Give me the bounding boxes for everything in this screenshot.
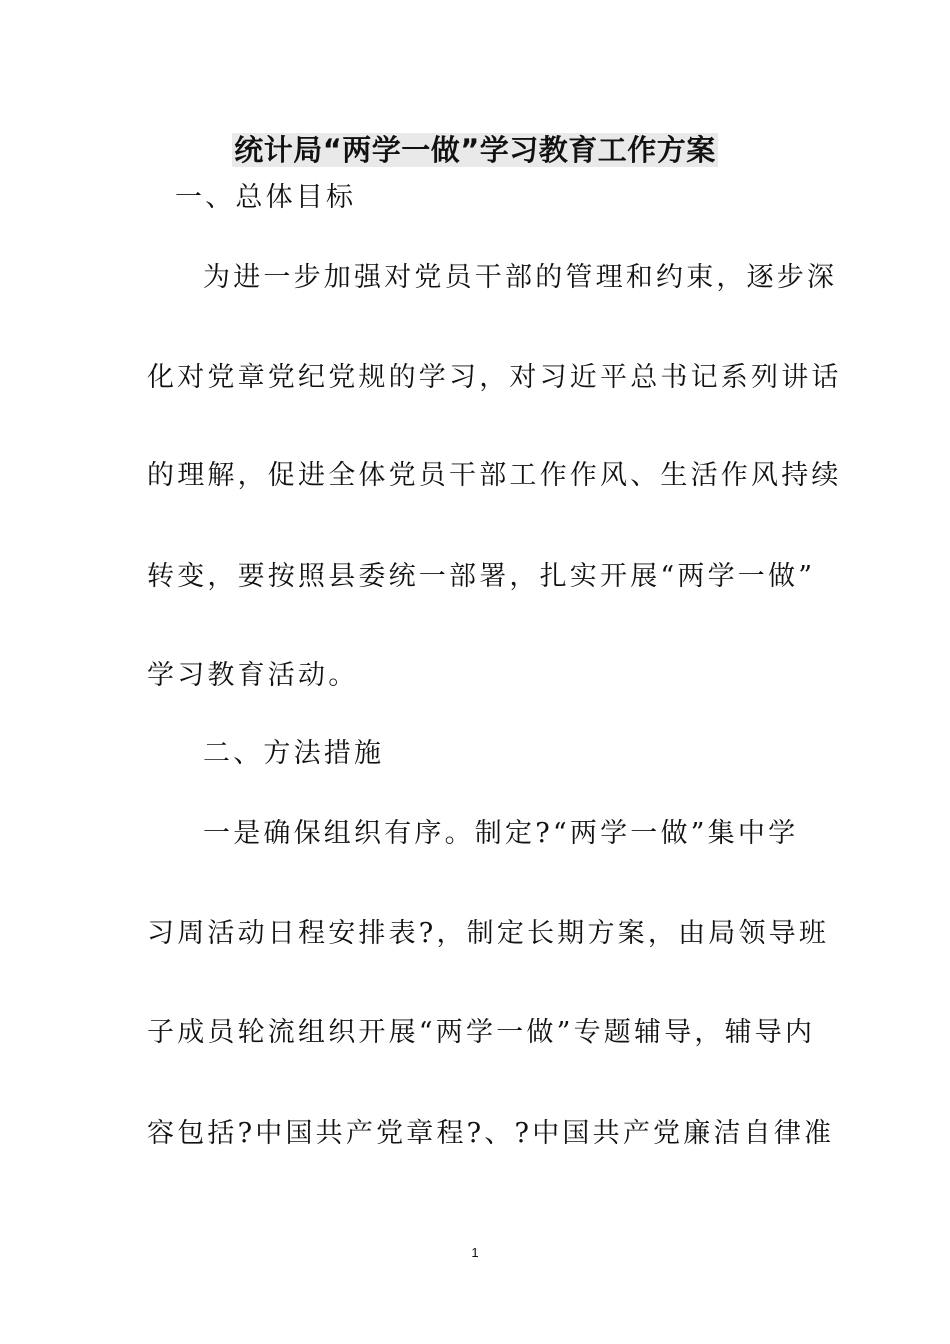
- paragraph-line: 转变，要按照县委统一部署，扎实开展“两学一做”: [147, 561, 816, 592]
- section-heading-overall-goal: 一、总体目标: [175, 182, 357, 213]
- paragraph-line: 为进一步加强对党员干部的管理和约束，逐步深: [203, 262, 838, 293]
- page-number: 1: [471, 1245, 479, 1260]
- section-heading-methods: 二、方法措施: [203, 738, 385, 769]
- document-title: [0, 128, 950, 172]
- paragraph-line: 子成员轮流组织开展“两学一做”专题辅导，辅导内: [147, 1017, 816, 1048]
- paragraph-line: 的理解，促进全体党员干部工作作风、生活作风持续: [147, 460, 842, 491]
- paragraph-line: 化对党章党纪党规的学习，对习近平总书记系列讲话: [147, 362, 842, 393]
- document-title-text: 统计局“两学一做”学习教育工作方案: [234, 133, 716, 167]
- paragraph-line: 一是确保组织有序。制定?“两学一做”集中学: [203, 818, 799, 849]
- paragraph-line: 学习教育活动。: [147, 660, 359, 691]
- paragraph-line: 习周活动日程安排表?，制定长期方案，由局领导班: [147, 918, 830, 949]
- paragraph-line: 容包括?中国共产党章程?、?中国共产党廉洁自律准: [147, 1118, 835, 1149]
